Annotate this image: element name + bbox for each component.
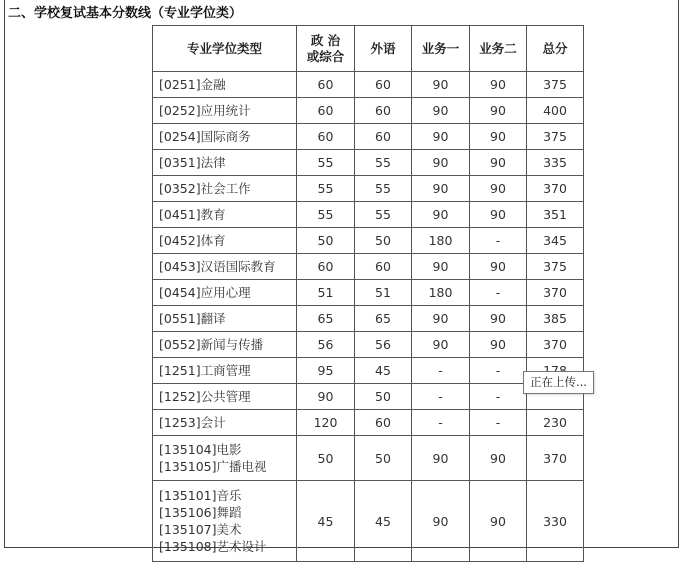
degree-type-name: [1251]工商管理 [159, 363, 251, 378]
politics-score-cell: 90 [297, 384, 355, 410]
foreign-language-score-cell: 50 [355, 228, 412, 254]
table-row [153, 228, 584, 254]
foreign-language-score-cell: 60 [355, 98, 412, 124]
degree-type-name: [0453]汉语国际教育 [159, 259, 276, 274]
foreign-language-score-cell: 55 [355, 150, 412, 176]
subject-two-score-cell: 90 [470, 481, 527, 562]
degree-type-cell [153, 306, 297, 332]
degree-type-cell [153, 481, 297, 562]
foreign-language-score-cell: 55 [355, 202, 412, 228]
politics-score-cell: 50 [297, 436, 355, 481]
table-row [153, 176, 584, 202]
degree-type-name: [0352]社会工作 [159, 181, 251, 196]
table-row [153, 481, 584, 562]
degree-type-cell [153, 384, 297, 410]
foreign-language-score-cell: 60 [355, 254, 412, 280]
subject-one-score-cell: 90 [412, 72, 470, 98]
subject-two-score-cell: 90 [470, 254, 527, 280]
foreign-language-score-cell: 56 [355, 332, 412, 358]
politics-score-cell: 55 [297, 202, 355, 228]
degree-type-name: [1253]会计 [159, 415, 226, 430]
subject-two-score-cell: 90 [470, 150, 527, 176]
politics-score-cell: 60 [297, 254, 355, 280]
subject-two-score-cell: 90 [470, 202, 527, 228]
total-score-cell: 375 [527, 72, 584, 98]
subject-one-score-cell: 90 [412, 436, 470, 481]
politics-score-cell: 55 [297, 176, 355, 202]
total-score-cell: 345 [527, 228, 584, 254]
subject-two-score-cell: 90 [470, 436, 527, 481]
degree-type-cell [153, 228, 297, 254]
table-row [153, 72, 584, 98]
politics-score-cell: 60 [297, 98, 355, 124]
politics-score-cell: 120 [297, 410, 355, 436]
total-score-cell: 370 [527, 176, 584, 202]
subject-one-score-cell: - [412, 410, 470, 436]
table-row [153, 150, 584, 176]
degree-type-name: [0454]应用心理 [159, 285, 251, 300]
subject-one-score-cell: 180 [412, 280, 470, 306]
degree-type-name: [135106]舞蹈 [159, 505, 242, 520]
subject-one-score-cell: 90 [412, 176, 470, 202]
foreign-language-score-cell: 50 [355, 436, 412, 481]
header-subject-one: 业务一 [412, 26, 470, 72]
subject-two-score-cell: - [470, 358, 527, 384]
header-total: 总分 [527, 26, 584, 72]
total-score-cell: 375 [527, 254, 584, 280]
foreign-language-score-cell: 60 [355, 410, 412, 436]
table-row [153, 384, 584, 410]
degree-type-cell [153, 202, 297, 228]
degree-type-cell [153, 72, 297, 98]
header-degree-type: 专业学位类型 [153, 26, 297, 72]
table-header-row [153, 26, 584, 72]
table-row [153, 306, 584, 332]
degree-type-name: [135104]电影 [159, 442, 242, 457]
degree-type-name: [0452]体育 [159, 233, 226, 248]
foreign-language-score-cell: 55 [355, 176, 412, 202]
subject-one-score-cell: 90 [412, 254, 470, 280]
subject-two-score-cell: 90 [470, 332, 527, 358]
politics-score-cell: 51 [297, 280, 355, 306]
subject-two-score-cell: 90 [470, 306, 527, 332]
politics-score-cell: 45 [297, 481, 355, 562]
total-score-cell: 330 [527, 481, 584, 562]
politics-score-cell: 55 [297, 150, 355, 176]
degree-type-cell [153, 98, 297, 124]
subject-two-score-cell: 90 [470, 124, 527, 150]
degree-type-name: [0551]翻译 [159, 311, 226, 326]
subject-two-score-cell: 90 [470, 72, 527, 98]
degree-type-name: [0351]法律 [159, 155, 226, 170]
degree-type-name: [135105]广播电视 [159, 459, 267, 474]
subject-two-score-cell: - [470, 228, 527, 254]
subject-two-score-cell: - [470, 410, 527, 436]
table-row [153, 410, 584, 436]
foreign-language-score-cell: 45 [355, 481, 412, 562]
degree-type-cell [153, 280, 297, 306]
degree-type-name: [1252]公共管理 [159, 389, 251, 404]
subject-two-score-cell: - [470, 384, 527, 410]
section-heading: 二、学校复试基本分数线（专业学位类） [8, 6, 243, 21]
subject-one-score-cell: 90 [412, 98, 470, 124]
subject-one-score-cell: - [412, 384, 470, 410]
politics-score-cell: 56 [297, 332, 355, 358]
degree-type-cell [153, 176, 297, 202]
subject-one-score-cell: - [412, 358, 470, 384]
total-score-cell: 370 [527, 332, 584, 358]
politics-score-cell: 60 [297, 72, 355, 98]
header-politics-line1: 政 治 [310, 32, 341, 48]
degree-type-cell [153, 124, 297, 150]
degree-type-cell [153, 358, 297, 384]
foreign-language-score-cell: 65 [355, 306, 412, 332]
politics-score-cell: 50 [297, 228, 355, 254]
header-politics [297, 26, 355, 72]
total-score-cell: 370 [527, 280, 584, 306]
subject-one-score-cell: 90 [412, 124, 470, 150]
total-score-cell: 335 [527, 150, 584, 176]
subject-one-score-cell: 90 [412, 306, 470, 332]
subject-one-score-cell: 90 [412, 481, 470, 562]
degree-type-cell [153, 436, 297, 481]
subject-two-score-cell: 90 [470, 98, 527, 124]
degree-type-name: [135108]艺术设计 [159, 539, 267, 554]
degree-type-cell [153, 254, 297, 280]
degree-type-name: [0251]金融 [159, 77, 226, 92]
subject-two-score-cell: 90 [470, 176, 527, 202]
degree-type-name: [0451]教育 [159, 207, 226, 222]
degree-type-name: [0254]国际商务 [159, 129, 251, 144]
degree-type-name: [135101]音乐 [159, 488, 242, 503]
subject-one-score-cell: 90 [412, 150, 470, 176]
table-row [153, 280, 584, 306]
subject-one-score-cell: 180 [412, 228, 470, 254]
total-score-cell: 385 [527, 306, 584, 332]
table-row [153, 358, 584, 384]
subject-two-score-cell: - [470, 280, 527, 306]
politics-score-cell: 60 [297, 124, 355, 150]
header-politics-line2: 或综合 [306, 48, 345, 64]
table-row [153, 202, 584, 228]
score-table [152, 25, 584, 562]
politics-score-cell: 95 [297, 358, 355, 384]
foreign-language-score-cell: 50 [355, 384, 412, 410]
degree-type-cell [153, 332, 297, 358]
degree-type-name: [0552]新闻与传播 [159, 337, 264, 352]
total-score-cell: 370 [527, 436, 584, 481]
header-subject-two: 业务二 [470, 26, 527, 72]
table-row [153, 98, 584, 124]
total-score-cell: 351 [527, 202, 584, 228]
uploading-tooltip: 正在上传... [523, 371, 594, 394]
politics-score-cell: 65 [297, 306, 355, 332]
table-row [153, 254, 584, 280]
degree-type-name: [135107]美术 [159, 522, 242, 537]
foreign-language-score-cell: 60 [355, 124, 412, 150]
degree-type-name: [0252]应用统计 [159, 103, 251, 118]
subject-one-score-cell: 90 [412, 332, 470, 358]
foreign-language-score-cell: 45 [355, 358, 412, 384]
total-score-cell: 375 [527, 124, 584, 150]
table-row [153, 332, 584, 358]
foreign-language-score-cell: 60 [355, 72, 412, 98]
total-score-cell: 400 [527, 98, 584, 124]
table-row [153, 124, 584, 150]
degree-type-cell [153, 150, 297, 176]
foreign-language-score-cell: 51 [355, 280, 412, 306]
total-score-cell: 230 [527, 410, 584, 436]
header-foreign-language: 外语 [355, 26, 412, 72]
degree-type-cell [153, 410, 297, 436]
subject-one-score-cell: 90 [412, 202, 470, 228]
table-row [153, 436, 584, 481]
